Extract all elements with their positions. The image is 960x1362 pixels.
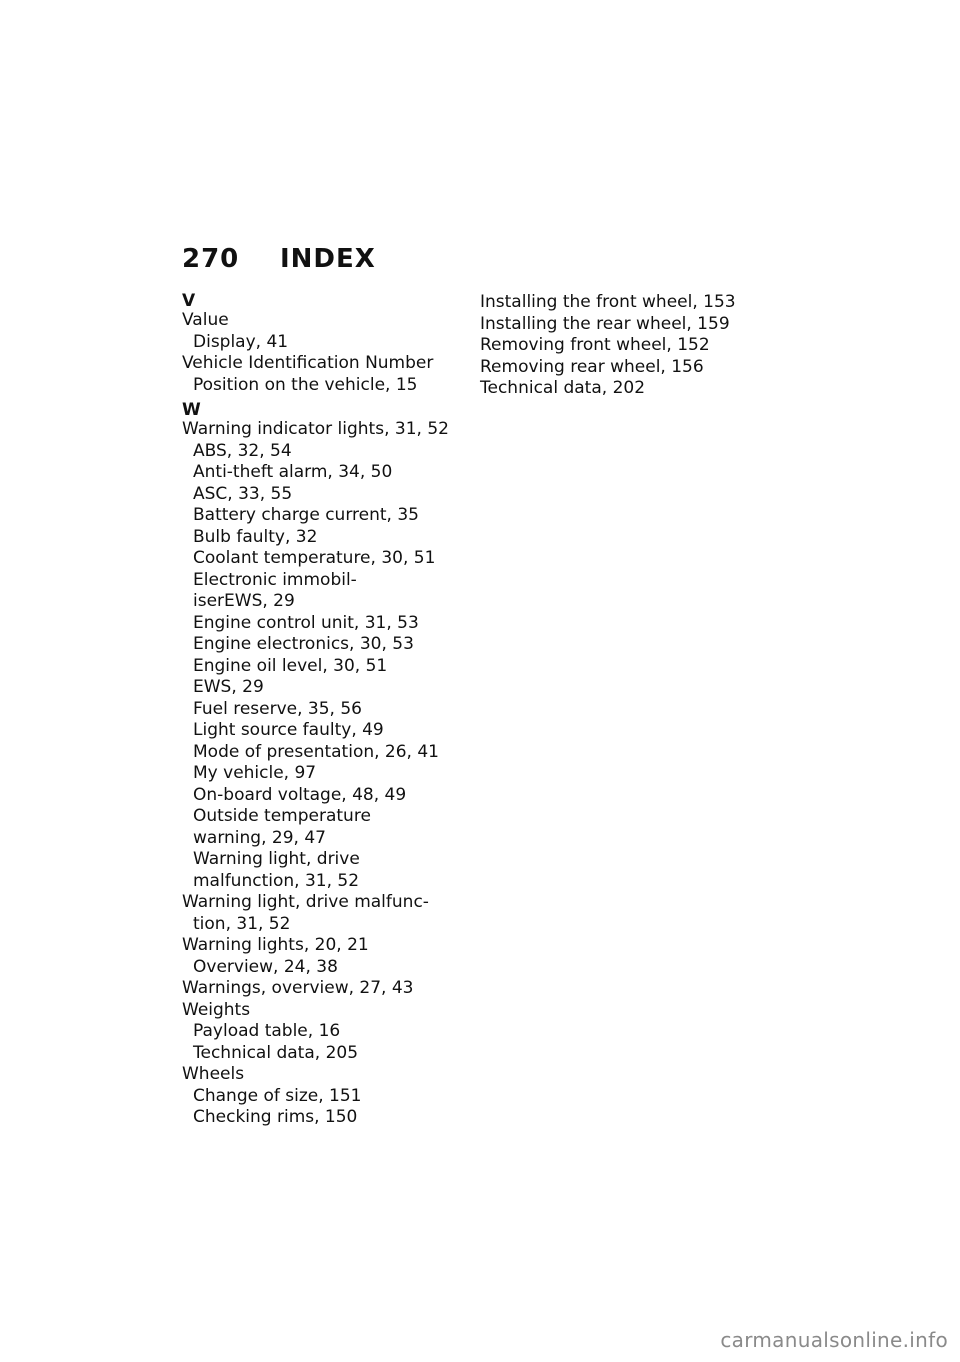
index-column-left [182,292,457,1129]
index-subentry: Engine control unit, 31, 53 [193,612,419,633]
index-subentry: Fuel reserve, 35, 56 [193,698,362,719]
index-subentry: EWS, 29 [193,677,264,697]
index-entry: Warning light, drive malfunc- [182,892,429,912]
index-subentry: ABS, 32, 54 [193,440,292,461]
index-entry: Removing rear wheel, 156 [480,356,704,377]
index-subentry: Warning light, drive [193,849,360,869]
index-subentry: Engine electronics, 30, 53 [193,634,414,654]
index-subentry: Overview, 24, 38 [193,956,338,977]
index-subentry: Display, 41 [193,331,289,352]
index-subentry: malfunction, 31, 52 [193,870,360,891]
page-number: 270 [182,244,240,274]
index-entry: Installing the front wheel, 153 [480,292,736,312]
index-subentry: Change of size, 151 [193,1085,362,1106]
index-subentry: ASC, 33, 55 [193,483,293,504]
index-subentry: My vehicle, 97 [193,763,317,783]
index-subentry: On-board voltage, 48, 49 [193,784,407,805]
watermark: carmanualsonline.info [720,1328,948,1352]
index-entry: Wheels [182,1064,245,1084]
index-letter-heading: W [182,400,201,420]
index-subentry: warning, 29, 47 [193,827,326,848]
index-subentry: Light source faulty, 49 [193,720,384,740]
index-entry: Weights [182,999,251,1020]
index-subentry: Anti-theft alarm, 34, 50 [193,462,393,482]
page-title: INDEX [280,244,376,274]
index-subentry: Battery charge current, 35 [193,505,419,525]
index-entry: Warnings, overview, 27, 43 [182,978,414,998]
page-header [182,244,376,274]
index-entry: Warning lights, 20, 21 [182,935,369,955]
index-subentry: Mode of presentation, 26, 41 [193,741,439,762]
index-column-right [480,292,770,400]
index-subentry: Position on the vehicle, 15 [193,374,418,395]
index-subentry: Engine oil level, 30, 51 [193,655,388,676]
index-subentry: Payload table, 16 [193,1021,341,1041]
index-subentry: tion, 31, 52 [193,913,291,934]
index-subentry: Coolant temperature, 30, 51 [193,548,436,568]
index-subentry: Technical data, 205 [193,1042,359,1063]
index-entry: Warning indicator lights, 31, 52 [182,419,449,439]
index-letter-heading: V [182,291,196,311]
index-subentry: Checking rims, 150 [193,1107,358,1127]
index-entry: Removing front wheel, 152 [480,335,710,355]
index-entry: Vehicle Identification Number [182,353,434,373]
index-entry: Value [182,310,229,330]
index-entry: Installing the rear wheel, 159 [480,313,730,334]
index-subentry: Bulb faulty, 32 [193,526,318,547]
index-subentry: Electronic immobil- [193,569,357,590]
index-entry: Technical data, 202 [480,378,646,398]
index-subentry: iserEWS, 29 [193,591,295,611]
index-subentry: Outside temperature [193,806,371,826]
